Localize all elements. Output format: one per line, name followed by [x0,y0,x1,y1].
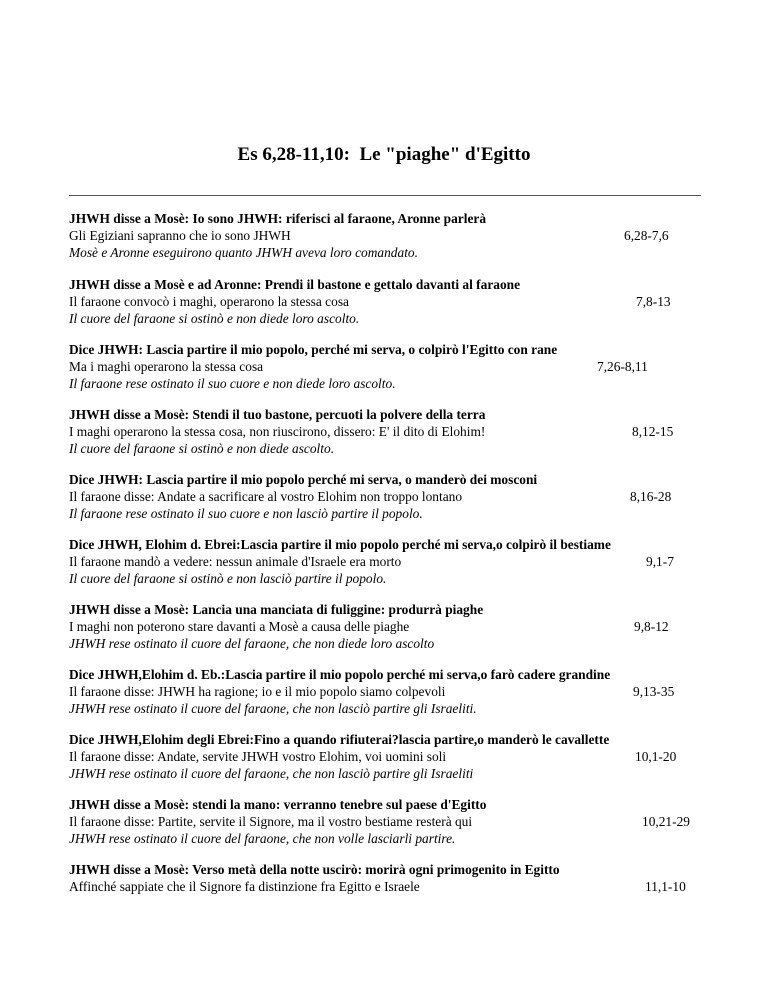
entry-reference: 8,16-28 [630,489,672,504]
entry-heading: JHWH disse a Mosè: Stendi il tuo bastone, percuoti la polvere della terra [69,407,486,422]
plague-entry [69,276,709,327]
plague-entry [69,796,709,847]
entry-reference: 9,1-7 [646,554,674,569]
entry-heading: JHWH disse a Mosè e ad Aronne: Prendi il bastone e gettalo davanti al faraone [69,277,521,292]
entry-note: Il cuore del faraone si ostinò e non lasciò partire il popolo. [69,571,387,586]
entry-reference: 10,1-20 [635,749,677,764]
entry-text: Affinché sappiate che il Signore fa distinzione fra Egitto e Israele [69,879,420,894]
entry-note: JHWH rese ostinato il cuore del faraone, che non volle lasciarli partire. [69,831,456,846]
entry-text: Il faraone disse: Andate, servite JHWH vostro Elohim, voi uomini soli [69,749,447,764]
entry-reference: 7,8-13 [636,294,671,309]
entry-note: Il faraone rese ostinato il suo cuore e non diede loro ascolto. [69,376,396,391]
entry-heading: Dice JHWH,Elohim degli Ebrei:Fino a quando rifiuterai?lascia partire,o manderò le cavallette [69,732,610,747]
entry-reference: 10,21-29 [642,814,690,829]
entry-heading: JHWH disse a Mosè: stendi la mano: verranno tenebre sul paese d'Egitto [69,797,487,812]
plague-entry [69,210,709,261]
entry-text: I maghi non poterono stare davanti a Mosè a causa delle piaghe [69,619,410,634]
entry-reference: 11,1-10 [645,879,686,894]
plague-entry [69,406,709,457]
entry-reference: 7,26-8,11 [597,359,648,374]
plague-entry [69,666,709,717]
entry-note: JHWH rese ostinato il cuore del faraone, che non lasciò partire gli Israeliti. [69,701,477,716]
entry-text: Ma i maghi operarono la stessa cosa [69,359,264,374]
entry-text: Il faraone disse: JHWH ha ragione; io e il mio popolo siamo colpevoli [69,684,446,699]
entry-text: Il faraone disse: Partite, servite il Signore, ma il vostro bestiame resterà qui [69,814,473,829]
entry-text: I maghi operarono la stessa cosa, non riuscirono, dissero: E' il dito di Elohim! [69,424,486,439]
entry-heading: Dice JHWH,Elohim d. Eb.:Lascia partire il mio popolo perché mi serva,o farò cadere grandine [69,667,611,682]
entry-text: Il faraone disse: Andate a sacrificare al vostro Elohim non troppo lontano [69,489,463,504]
entry-reference: 9,8-12 [634,619,669,634]
entry-heading: JHWH disse a Mosè: Verso metà della notte uscirò: morirà ogni primogenito in Egitto [69,862,560,877]
entry-note: Il cuore del faraone si ostinò e non diede ascolto. [69,441,335,456]
plague-entry [69,861,709,895]
entry-reference: 6,28-7,6 [624,228,669,243]
entry-reference: 8,12-15 [632,424,674,439]
page-title: Es 6,28-11,10: Le "piaghe" d'Egitto [237,144,531,165]
entry-text: Il faraone convocò i maghi, operarono la stessa cosa [69,294,349,309]
plague-entry [69,601,709,652]
plague-entry [69,536,709,587]
plague-entry [69,471,709,522]
plague-entry [69,341,709,392]
entry-note: JHWH rese ostinato il cuore del faraone, che non lasciò partire gli Israeliti [69,766,474,781]
entry-text: Gli Egiziani sapranno che io sono JHWH [69,228,291,243]
entry-heading: Dice JHWH: Lascia partire il mio popolo perché mi serva, o manderò dei mosconi [69,472,538,487]
entry-reference: 9,13-35 [633,684,675,699]
entry-note: Il faraone rese ostinato il suo cuore e non lasciò partire il popolo. [69,506,423,521]
entry-heading: JHWH disse a Mosè: Lancia una manciata di fuliggine: produrrà piaghe [69,602,484,617]
entry-text: Il faraone mandò a vedere: nessun animale d'Israele era morto [69,554,402,569]
entry-note: JHWH rese ostinato il cuore del faraone, che non diede loro ascolto [69,636,435,651]
entry-heading: Dice JHWH, Elohim d. Ebrei:Lascia partire il mio popolo perché mi serva,o colpirò il bestiame [69,537,611,552]
plague-entry [69,731,709,782]
entry-heading: JHWH disse a Mosè: Io sono JHWH: riferisci al faraone, Aronne parlerà [69,211,487,226]
entry-heading: Dice JHWH: Lascia partire il mio popolo, perché mi serva, o colpirò l'Egitto con rane [69,342,558,357]
entry-note: Mosè e Aronne eseguirono quanto JHWH aveva loro comandato. [69,245,418,260]
title-divider [69,195,701,196]
entry-note: Il cuore del faraone si ostinò e non diede loro ascolto. [69,311,360,326]
